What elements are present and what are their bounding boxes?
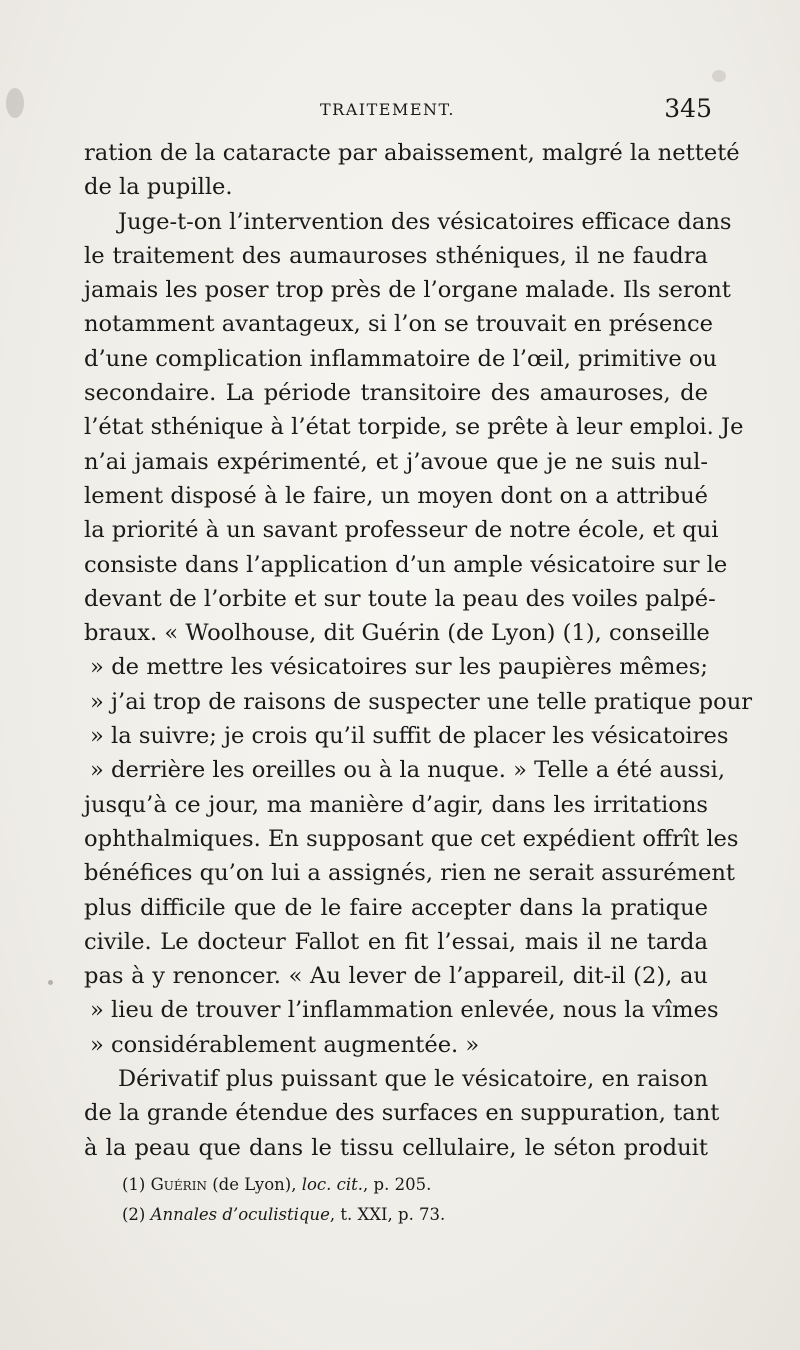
footnote-1: [122, 1170, 682, 1200]
footnote-marker: (2): [122, 1205, 146, 1224]
text-line: de la grande étendue des surfaces en suppuration, tant: [84, 1100, 720, 1127]
page-stain: [6, 88, 24, 118]
text-line: jamais les poser trop près de l’organe malade. Ils seront: [84, 277, 731, 304]
text-line: » de mettre les vésicatoires sur les paupières mêmes;: [90, 654, 708, 681]
text-line: » lieu de trouver l’inflammation enlevée, nous la vîmes: [90, 997, 719, 1024]
footnote-tail: , p. 205.: [363, 1175, 432, 1194]
running-head: TRAITEMENT.: [320, 100, 455, 119]
text-line: ophthalmiques. En supposant que cet expédient offrît les: [84, 825, 739, 852]
text-line: consiste dans l’application d’un ample vésicatoire sur le: [84, 551, 728, 578]
text-line: le traitement des aumauroses sthéniques, il ne faudra: [84, 242, 708, 269]
page-number: 345: [664, 94, 712, 123]
text-line: à la peau que dans le tissu cellulaire, le séton produit: [84, 1134, 708, 1161]
footnote-author: Guérin: [150, 1175, 207, 1194]
body-text: [84, 136, 753, 1165]
text-line: braux. « Woolhouse, dit Guérin (de Lyon) (1), conseille: [84, 620, 710, 647]
footnotes: [122, 1170, 682, 1230]
text-line: bénéfices qu’on lui a assignés, rien ne serait assurément: [84, 860, 735, 887]
footnote-title: loc. cit.: [301, 1175, 364, 1194]
footnote-2: [122, 1200, 682, 1230]
text-line: d’une complication inflammatoire de l’œil, primitive ou: [84, 345, 718, 372]
text-line: notamment avantageux, si l’on se trouvait en présence: [84, 311, 713, 338]
text-line: la priorité à un savant professeur de notre école, et qui: [84, 517, 719, 544]
text-line: plus difficile que de le faire accepter dans la pratique: [84, 894, 708, 921]
page-header: [82, 94, 712, 124]
text-line: de la pupille.: [84, 174, 233, 201]
text-line: Dérivatif plus puissant que le vésicatoire, en raison: [118, 1066, 708, 1093]
text-line: l’état sthénique à l’état torpide, se prête à leur emploi. Je: [84, 414, 744, 441]
text-line: lement disposé à le faire, un moyen dont on a attribué: [84, 482, 708, 509]
text-line: secondaire. La période transitoire des amauroses, de: [84, 380, 708, 407]
page-stain: [712, 70, 726, 82]
text-line: » j’ai trop de raisons de suspecter une telle pratique pour: [90, 688, 753, 715]
text-line: » la suivre; je crois qu’il suffit de placer les vésicatoires: [90, 723, 729, 750]
text-line: pas à y renoncer. « Au lever de l’appareil, dit-il (2), au: [84, 963, 708, 990]
footnote-tail: , t. XXI, p. 73.: [329, 1205, 446, 1224]
footnote-text: (de Lyon),: [206, 1175, 302, 1194]
page-speck: [48, 980, 53, 985]
text-line: ration de la cataracte par abaissement, malgré la netteté: [84, 140, 740, 166]
text-line: Juge-t-on l’intervention des vésicatoires efficace dans: [118, 208, 732, 235]
text-line: n’ai jamais expérimenté, et j’avoue que je ne suis nul-: [84, 448, 708, 475]
text-line: jusqu’à ce jour, ma manière d’agir, dans les irritations: [84, 791, 708, 818]
footnote-marker: (1): [122, 1175, 146, 1194]
text-line: » considérablement augmentée. »: [90, 1031, 480, 1058]
text-line: civile. Le docteur Fallot en fit l’essai, mais il ne tarda: [84, 928, 708, 955]
text-line: » derrière les oreilles ou à la nuque. » Telle a été aussi,: [90, 757, 726, 784]
text-line: devant de l’orbite et sur toute la peau des voiles palpé-: [84, 585, 716, 612]
footnote-title: Annales d’oculistique: [150, 1205, 330, 1224]
